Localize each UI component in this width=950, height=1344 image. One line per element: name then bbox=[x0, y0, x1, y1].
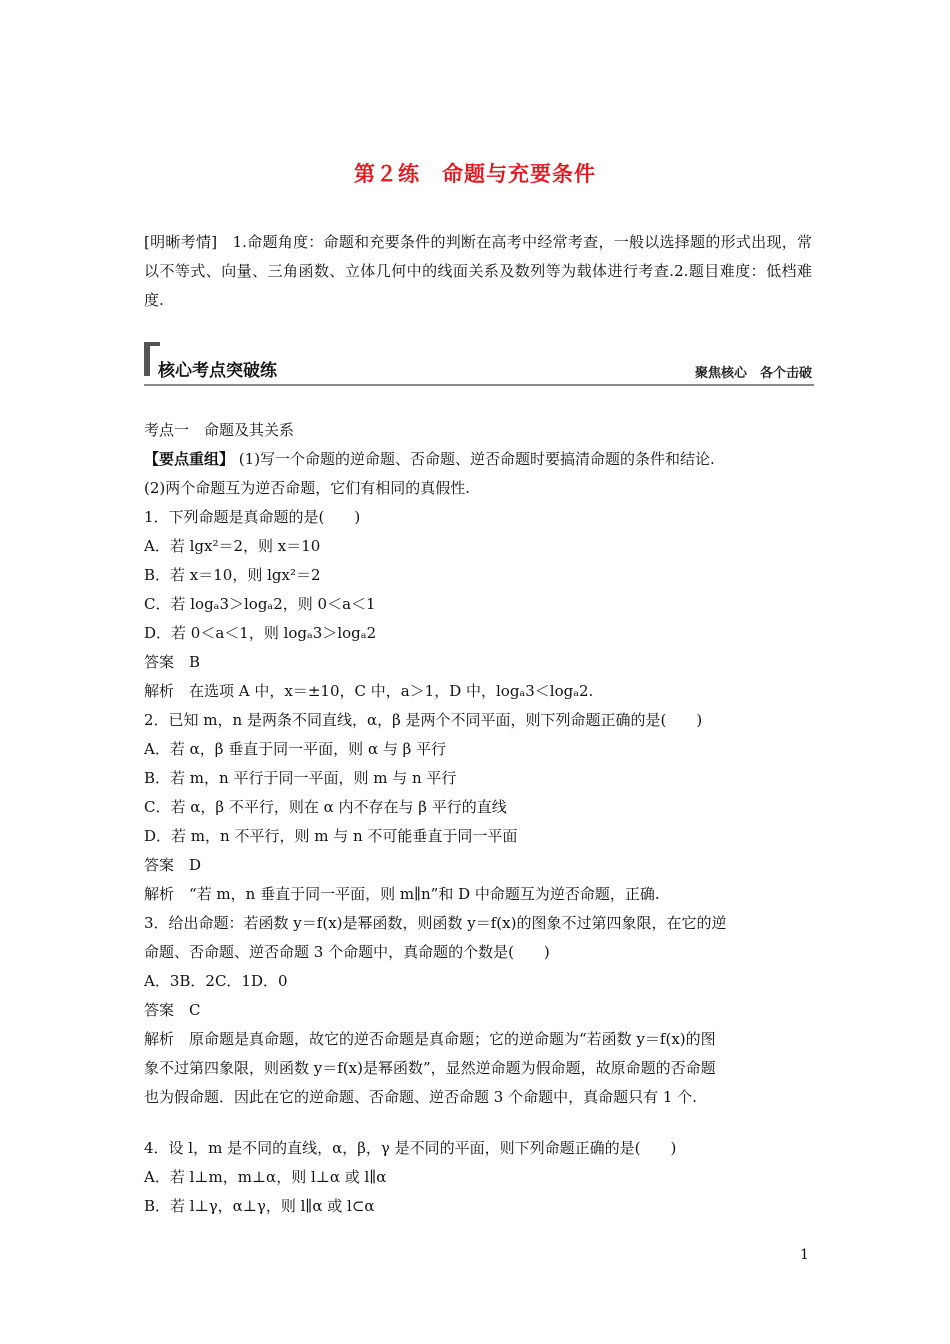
q1-stem: 1．下列命题是真命题的是( ) bbox=[144, 508, 361, 526]
key-points-label: 【要点重组】 bbox=[144, 450, 235, 468]
section-divider bbox=[144, 384, 814, 386]
section-corner-bar bbox=[144, 342, 150, 376]
topic-heading: 考点一 命题及其关系 bbox=[144, 421, 295, 439]
q2-stem: 2．已知 m，n 是两条不同直线，α，β 是两个不同平面，则下列命题正确的是( ) bbox=[144, 711, 703, 729]
q3-options: A．3B．2C．1D．0 bbox=[144, 972, 288, 990]
q2-option-c: C．若 α，β 不平行，则在 α 内不存在与 β 平行的直线 bbox=[144, 798, 507, 816]
q2-option-b: B．若 m，n 平行于同一平面，则 m 与 n 平行 bbox=[144, 769, 457, 787]
section-title: 核心考点突破练 bbox=[158, 361, 277, 381]
page-number: 1 bbox=[800, 1247, 809, 1263]
key-points-line-1 bbox=[144, 445, 814, 474]
q3-analysis-line-2: 象不过第四象限，则函数 y＝f(x)是幂函数”，显然逆命题为假命题，故原命题的否命题 bbox=[144, 1059, 716, 1077]
q2-answer: 答案 D bbox=[144, 856, 202, 874]
page-title: 第２练 命题与充要条件 bbox=[354, 162, 596, 186]
section-header bbox=[144, 342, 814, 388]
q1-option-a: A．若 lgx²＝2，则 x＝10 bbox=[144, 537, 321, 555]
intro-paragraph: [明晰考情] 1.命题角度：命题和充要条件的判断在高考中经常考查，一般以选择题的形式出现，常以不等式、向量、三角函数、立体几何中的线面关系及数列等为载体进行考查.2.题目难度：低档难度. bbox=[144, 233, 812, 309]
section-tagline: 聚焦核心 各个击破 bbox=[694, 366, 812, 381]
q4-option-b: B．若 l⊥γ，α⊥γ，则 l∥α 或 l⊂α bbox=[144, 1197, 375, 1215]
q1-analysis: 解析 在选项 A 中，x＝±10，C 中，a＞1，D 中，logₐ3＜logₐ2. bbox=[144, 682, 594, 700]
key-point-1: (1)写一个命题的逆命题、否命题、逆否命题时要搞清命题的条件和结论. bbox=[238, 450, 715, 468]
q1-answer: 答案 B bbox=[144, 653, 201, 671]
q3-answer: 答案 C bbox=[144, 1001, 201, 1019]
key-point-2: (2)两个命题互为逆否命题，它们有相同的真假性. bbox=[144, 479, 471, 497]
q3-stem-line-2: 命题、否命题、逆否命题 3 个命题中，真命题的个数是( ) bbox=[144, 943, 550, 961]
main-content bbox=[144, 416, 814, 1221]
q2-analysis: 解析 “若 m，n 垂直于同一平面，则 m∥n”和 D 中命题互为逆否命题，正确. bbox=[144, 885, 660, 903]
spacer bbox=[144, 1112, 814, 1134]
q2-option-a: A．若 α，β 垂直于同一平面，则 α 与 β 平行 bbox=[144, 740, 447, 758]
q1-option-c: C．若 logₐ3＞logₐ2，则 0＜a＜1 bbox=[144, 595, 376, 613]
q4-option-a: A．若 l⊥m，m⊥α，则 l⊥α 或 l∥α bbox=[144, 1168, 387, 1186]
q1-option-d: D．若 0＜a＜1，则 logₐ3＞logₐ2 bbox=[144, 624, 377, 642]
q3-analysis-line-3: 也为假命题．因此在它的逆命题、否命题、逆否命题 3 个命题中，真命题只有 1 个. bbox=[144, 1088, 697, 1106]
q1-option-b: B．若 x＝10，则 lgx²＝2 bbox=[144, 566, 321, 584]
q3-analysis-line-1: 解析 原命题是真命题，故它的逆否命题是真命题；它的逆命题为“若函数 y＝f(x)的图 bbox=[144, 1030, 716, 1048]
q2-option-d: D．若 m，n 不平行，则 m 与 n 不可能垂直于同一平面 bbox=[144, 827, 518, 845]
q4-stem: 4．设 l，m 是不同的直线，α，β，γ 是不同的平面，则下列命题正确的是( ) bbox=[144, 1139, 677, 1157]
q3-stem-line-1: 3．给出命题：若函数 y＝f(x)是幂函数，则函数 y＝f(x)的图象不过第四象限，在它的逆 bbox=[144, 914, 727, 932]
